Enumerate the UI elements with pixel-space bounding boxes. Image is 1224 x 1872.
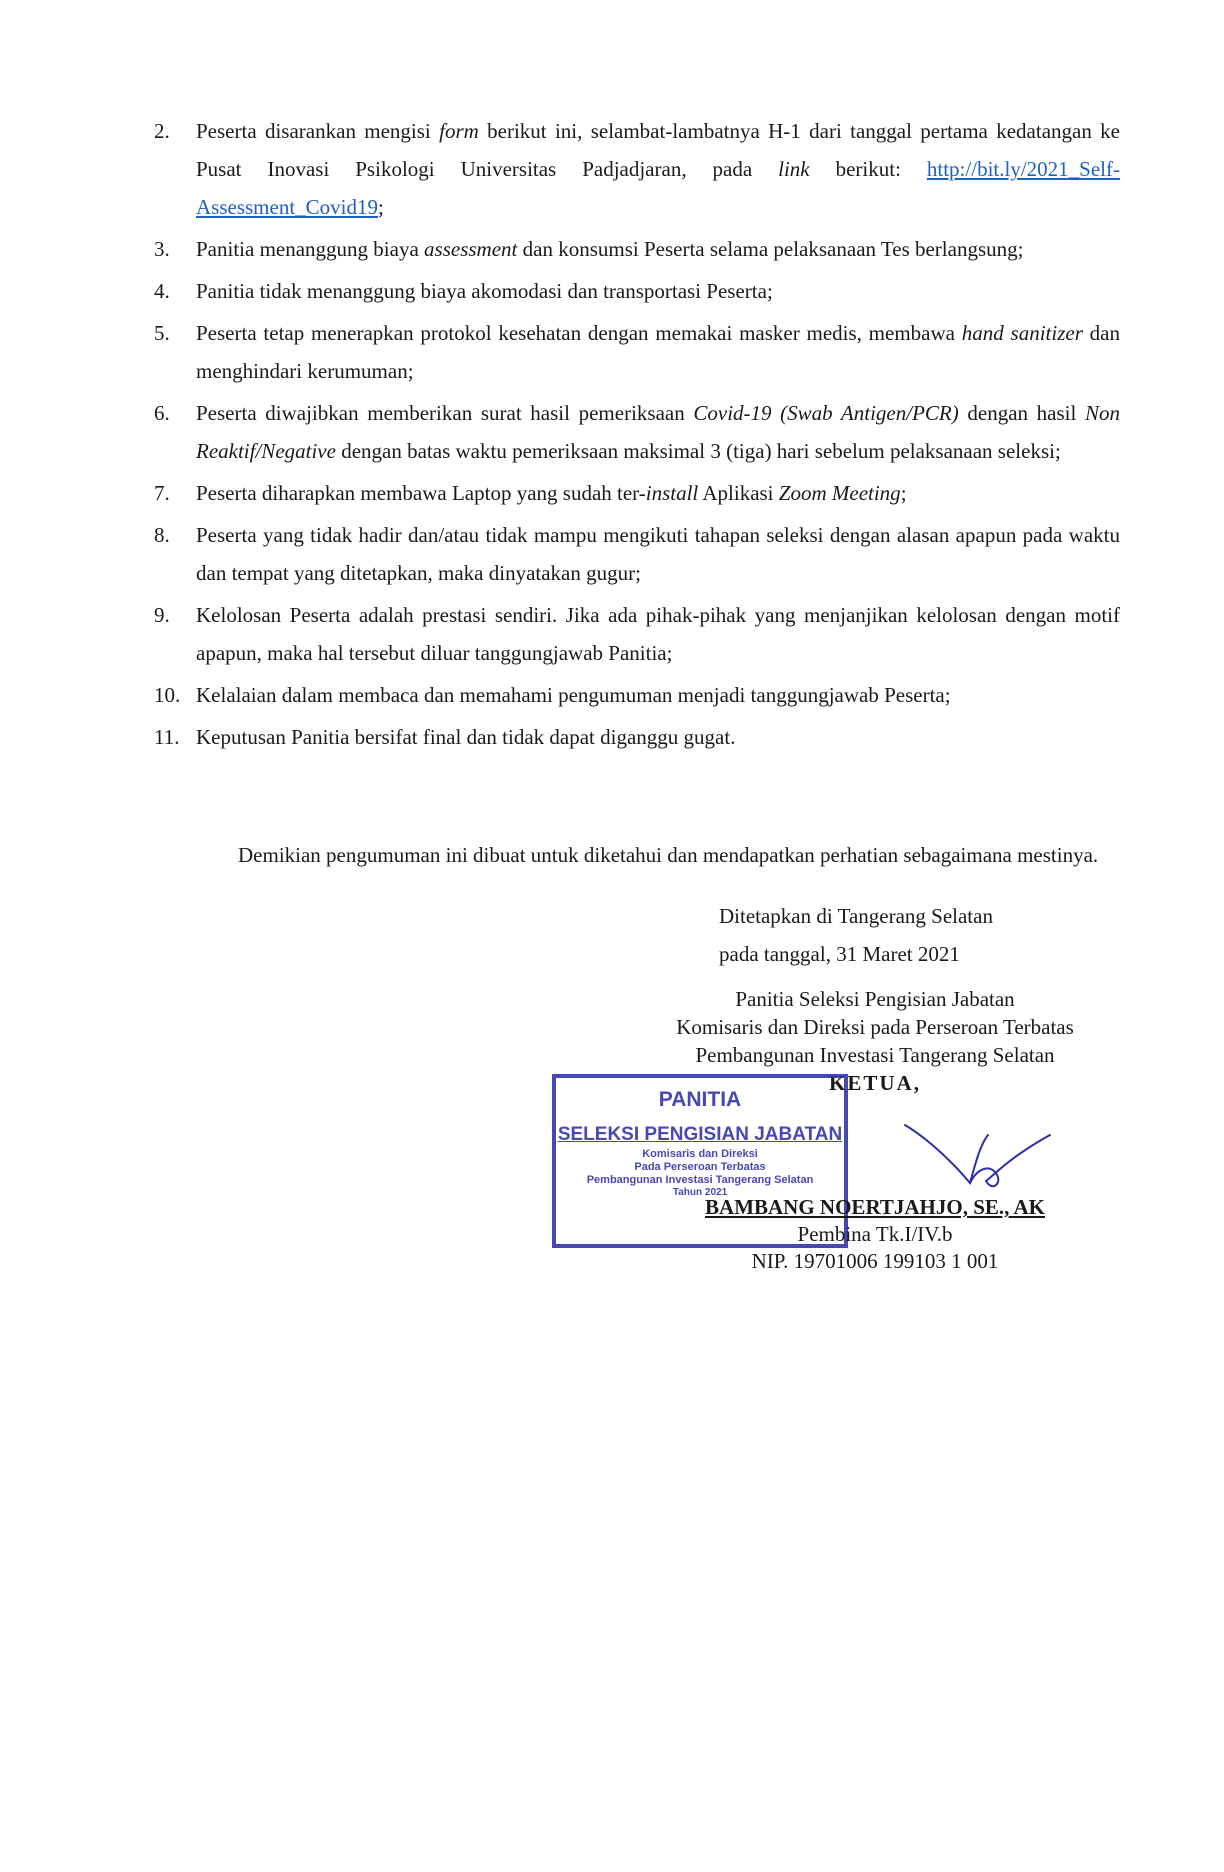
- list-item-text: Peserta disarankan mengisi: [196, 119, 440, 143]
- list-item-text: Aplikasi: [698, 481, 779, 505]
- list-item-number: 4.: [154, 279, 170, 303]
- requirements-list: [154, 112, 1120, 760]
- committee-title: KETUA,: [829, 1071, 921, 1095]
- list-item-text: Peserta tetap menerapkan protokol kesehatan dengan memakai masker medis, membawa: [196, 321, 962, 345]
- list-item: [154, 314, 1120, 390]
- list-item: [154, 394, 1120, 470]
- emphasized-term: hand sanitizer: [961, 321, 1083, 345]
- closing-paragraph: Demikian pengumuman ini dibuat untuk diketahui dan mendapatkan perhatian sebagaimana mestinya.: [238, 843, 1099, 867]
- stamp-line-3: Komisaris dan Direksi: [642, 1148, 758, 1160]
- list-item-text: dengan hasil: [958, 401, 1085, 425]
- assessment-link[interactable]: http://bit.ly/2021_Self-Assessment_Covid19: [196, 157, 1120, 219]
- list-item-text: Peserta diharapkan membawa Laptop yang sudah ter-: [196, 481, 646, 505]
- handwritten-signature: [900, 1105, 1060, 1200]
- stamp-line-2: SELEKSI PENGISIAN JABATAN: [557, 1124, 843, 1145]
- emphasized-term: Covid-19 (Swab Antigen/PCR): [693, 401, 959, 425]
- list-item-text: Peserta diwajibkan memberikan surat hasil pemeriksaan: [196, 401, 694, 425]
- committee-line-3: Pembangunan Investasi Tangerang Selatan: [695, 1043, 1055, 1067]
- signer-rank: Pembina Tk.I/IV.b: [797, 1222, 953, 1246]
- list-item-number: 5.: [154, 321, 170, 345]
- list-item: [154, 272, 1120, 310]
- stamp-line-5: Pembangunan Investasi Tangerang Selatan: [586, 1174, 814, 1186]
- list-item-text: ;: [900, 481, 907, 505]
- list-item-number: 8.: [154, 523, 170, 547]
- issuance-place-date: [719, 897, 993, 973]
- list-item: [154, 516, 1120, 592]
- list-item-text: Kelalaian dalam membaca dan memahami pengumuman menjadi tanggungjawab Peserta;: [196, 683, 951, 707]
- issuance-date: pada tanggal, 31 Maret 2021: [719, 942, 960, 966]
- list-item-number: 7.: [154, 481, 170, 505]
- list-item: [154, 474, 1120, 512]
- stamp-line-4: Pada Perseroan Terbatas: [634, 1161, 766, 1173]
- list-item-text: dan menghindari kerumuman;: [196, 321, 1120, 383]
- list-item-text: Panitia menanggung biaya: [196, 237, 425, 261]
- signer-block: [640, 1194, 1110, 1275]
- emphasized-term: Non Reaktif/Negative: [196, 401, 1120, 463]
- list-item: [154, 112, 1120, 226]
- list-item-text: Keputusan Panitia bersifat final dan tidak dapat diganggu gugat.: [196, 725, 736, 749]
- list-item-text: dan konsumsi Peserta selama pelaksanaan Tes berlangsung;: [517, 237, 1024, 261]
- list-item: [154, 676, 1120, 714]
- list-item: [154, 596, 1120, 672]
- signer-nip: NIP. 19701006 199103 1 001: [751, 1249, 999, 1273]
- list-item-number: 2.: [154, 119, 170, 143]
- emphasized-term: link: [778, 157, 810, 181]
- list-item-text: berikut:: [809, 157, 927, 181]
- list-item-text: Panitia tidak menanggung biaya akomodasi dan transportasi Peserta;: [196, 279, 773, 303]
- signer-name: BAMBANG NOERTJAHJO, SE., AK: [705, 1195, 1045, 1219]
- emphasized-term: form: [439, 119, 479, 143]
- stamp-line-6: Tahun 2021: [672, 1187, 728, 1198]
- list-item-text: Peserta yang tidak hadir dan/atau tidak mampu mengikuti tahapan seleksi dengan alasan apapun pada waktu dan tempat yang ditetapkan, maka dinyatakan gugur;: [196, 523, 1120, 585]
- emphasized-term: Zoom Meeting: [778, 481, 901, 505]
- list-item: [154, 230, 1120, 268]
- list-item-number: 6.: [154, 401, 170, 425]
- list-item: [154, 718, 1120, 756]
- list-item-number: 10.: [154, 683, 181, 707]
- list-item-number: 11.: [154, 725, 180, 749]
- emphasized-term: install: [645, 481, 699, 505]
- stamp-line-1: PANITIA: [658, 1088, 742, 1111]
- list-item-number: 3.: [154, 237, 170, 261]
- list-item-number: 9.: [154, 603, 170, 627]
- emphasized-term: assessment: [424, 237, 518, 261]
- committee-line-2: Komisaris dan Direksi pada Perseroan Terbatas: [676, 1015, 1074, 1039]
- list-item-text: ;: [378, 195, 384, 219]
- list-item-text: berikut ini, selambat-lambatnya H-1 dari tanggal pertama kedatangan ke Pusat Inovasi Psikologi Universitas Padjadjaran, pada: [196, 119, 1120, 181]
- list-item-text: dengan batas waktu pemeriksaan maksimal 3 (tiga) hari sebelum pelaksanaan seleksi;: [335, 439, 1061, 463]
- committee-line-1: Panitia Seleksi Pengisian Jabatan: [735, 987, 1015, 1011]
- list-item-text: Kelolosan Peserta adalah prestasi sendiri. Jika ada pihak-pihak yang menjanjikan kelolosan dengan motif apapun, maka hal tersebut diluar tanggungjawab Panitia;: [196, 603, 1120, 665]
- issuance-place: Ditetapkan di Tangerang Selatan: [719, 904, 993, 928]
